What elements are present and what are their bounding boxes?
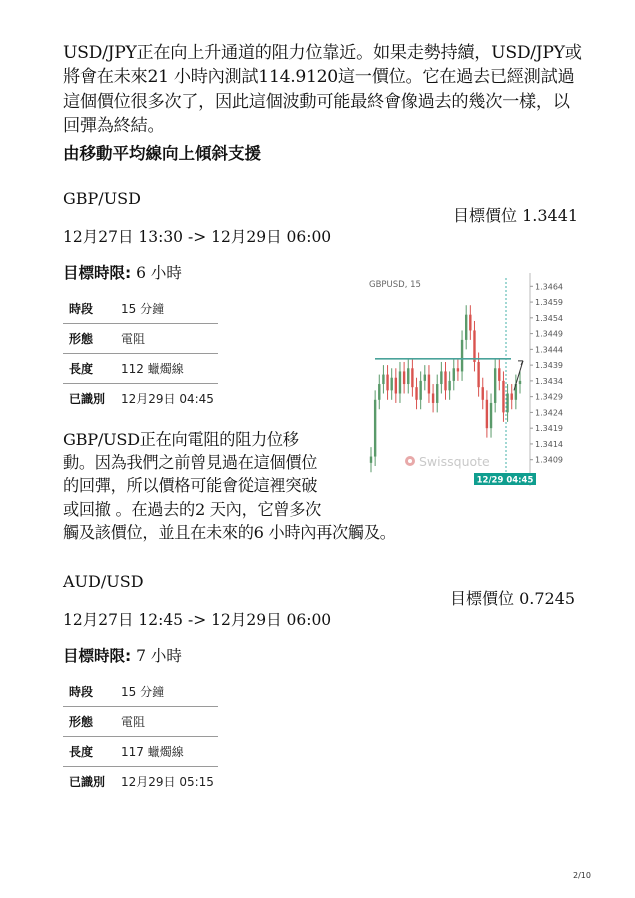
candle-body	[374, 400, 376, 457]
description-line: 的回彈，所以價格可能會從這裡突破	[63, 476, 318, 496]
table-value: 112 蠟燭線	[121, 354, 218, 384]
candle-body	[428, 375, 430, 394]
horizon-label: 目標時限:	[63, 264, 132, 282]
candle-body	[390, 378, 392, 391]
gbpusd-pair-title: GBP/USD	[63, 189, 141, 208]
audusd-horizon	[63, 644, 182, 666]
y-tick-label: 1.3429	[535, 392, 563, 402]
gbpusd-chart	[363, 270, 573, 488]
description-line: GBP/USD正在向電阻的阻力位移	[63, 430, 299, 449]
table-value: 電阻	[121, 324, 218, 354]
usdjpy-paragraph: USD/JPY正在向上升通道的阻力位靠近。如果走勢持續，USD/JPY或將會在未來21 小時內測試114.9120這一價位。它在過去已經測試過這個價位很多次了，因此這個波動可能最終會像過去的幾次一樣，以回彈為終結。	[63, 43, 582, 136]
table-row	[63, 707, 218, 737]
candle-body	[378, 384, 380, 400]
y-tick-label: 1.3434	[535, 376, 563, 386]
y-tick-label: 1.3409	[535, 455, 563, 465]
candle-body	[511, 393, 513, 399]
candle-body	[506, 393, 508, 412]
candle-body	[419, 381, 421, 400]
y-tick-label: 1.3459	[535, 298, 563, 308]
candle-body	[494, 368, 496, 403]
table-row	[63, 384, 218, 414]
candle-body	[403, 371, 405, 384]
horizon-value: 7 小時	[131, 647, 182, 665]
horizon-value: 6 小時	[131, 264, 182, 282]
table-value: 12月29日 04:45	[121, 392, 214, 406]
gbpusd-target-price: 目標價位 1.3441	[453, 206, 579, 225]
table-key: 時段	[63, 294, 121, 324]
description-line: 觸及該價位，並且在未來的6 小時內再次觸及。	[63, 522, 396, 542]
table-key: 已識別	[69, 775, 106, 789]
candle-body	[477, 362, 479, 387]
candle-body	[502, 381, 504, 413]
candle-body	[370, 457, 372, 463]
y-tick-label: 1.3449	[535, 329, 563, 339]
table-key: 長度	[63, 737, 121, 767]
candle-body	[490, 403, 492, 428]
page-number: 2/10	[573, 871, 591, 880]
table-row	[63, 737, 218, 767]
swissquote-logo-dot	[408, 459, 412, 463]
candle-body	[411, 368, 413, 387]
candle-body	[465, 315, 467, 340]
table-row	[63, 294, 218, 324]
usdjpy-subheading: 由移動平均線向上傾斜支援	[63, 144, 261, 163]
table-key: 形態	[63, 707, 121, 737]
candle-body	[457, 368, 459, 371]
y-tick-label: 1.3414	[535, 439, 563, 449]
candle-body	[432, 393, 434, 402]
candle-body	[407, 368, 409, 384]
table-key: 已識別	[69, 392, 106, 406]
gbpusd-time-range: 12月27日 13:30 -> 12月29日 06:00	[63, 228, 332, 246]
candle-body	[473, 330, 475, 362]
candle-body	[461, 340, 463, 372]
candle-body	[382, 375, 384, 384]
y-tick-label: 1.3464	[535, 282, 563, 292]
candle-body	[453, 368, 455, 381]
y-tick-label: 1.3439	[535, 361, 563, 371]
candle-body	[440, 371, 442, 384]
table-value: 電阻	[121, 707, 218, 737]
candle-body	[482, 387, 484, 400]
candle-body	[469, 315, 471, 331]
y-tick-label: 1.3444	[535, 345, 563, 355]
table-row	[63, 354, 218, 384]
candle-body	[386, 375, 388, 391]
candle-body	[424, 375, 426, 381]
y-tick-label: 1.3419	[535, 424, 563, 434]
candle-body	[415, 387, 417, 400]
audusd-target-price: 目標價位 0.7245	[450, 589, 576, 608]
watermark-text: Swissquote	[419, 454, 490, 469]
candle-body	[436, 384, 438, 403]
table-row	[63, 324, 218, 354]
audusd-time-range: 12月27日 12:45 -> 12月29日 06:00	[63, 611, 332, 629]
table-value: 15 分鐘	[121, 294, 218, 324]
description-line: 動。因為我們之前曾見過在這個價位	[63, 453, 318, 473]
y-tick-label: 1.3454	[535, 313, 563, 323]
gbpusd-description	[63, 428, 396, 544]
table-value: 15 分鐘	[121, 677, 218, 707]
candle-body	[519, 381, 521, 384]
candle-body	[486, 400, 488, 428]
table-value: 117 蠟燭線	[121, 737, 218, 767]
y-tick-label: 1.3424	[535, 408, 563, 418]
horizon-label: 目標時限:	[63, 647, 132, 665]
time-label: 12/29 04:45	[476, 475, 534, 486]
audusd-pair-title: AUD/USD	[63, 572, 144, 591]
table-row	[63, 677, 218, 707]
candle-body	[444, 371, 446, 390]
chart-title: GBPUSD, 15	[369, 280, 421, 290]
candle-body	[399, 371, 401, 393]
candle-body	[448, 381, 450, 390]
gbpusd-info-table	[63, 294, 218, 413]
gbpusd-horizon	[63, 261, 182, 283]
candle-body	[498, 368, 500, 381]
description-line: 或回撤 。在過去的2 天內，它曾多次	[63, 499, 322, 519]
table-key: 時段	[63, 677, 121, 707]
table-value: 12月29日 05:15	[121, 775, 214, 789]
audusd-info-table	[63, 677, 218, 796]
candle-body	[395, 378, 397, 394]
table-key: 形態	[63, 324, 121, 354]
table-key: 長度	[63, 354, 121, 384]
table-row	[63, 767, 218, 797]
